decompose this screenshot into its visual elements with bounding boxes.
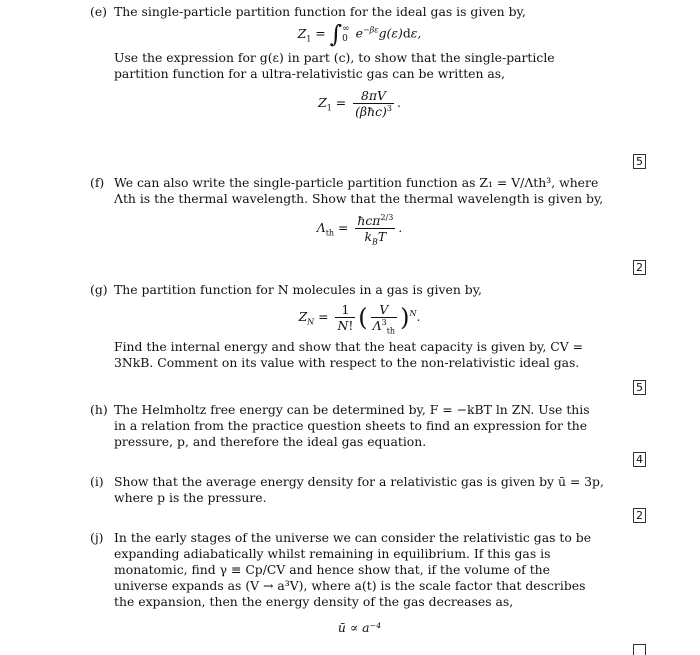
part-e: [90, 4, 605, 125]
part-f-text: We can also write the single-particle partition function as Z₁ = V/Λth³, where Λth is the thermal wavelength. Show that the thermal wavelength is given by,: [114, 175, 604, 206]
part-e-text: Use the expression for g(ε) in part (c), to show that the single-particle partition function for a ultra-relativistic gas can be written as,: [114, 50, 555, 81]
part-g-text-2: Find the internal energy and show that the heat capacity is given by, CV = 3NkB. Comment on its value with respect to the non-relativistic ideal gas.: [114, 339, 584, 370]
part-j-text: In the early stages of the universe we can consider the relativistic gas to be expanding adiabatically whilst remaining in equilibrium. If this gas is monatomic, find γ ≡ Cp/CV and hence show that, if the volume of the universe expands as (V → a³V), where a(t) is the scale factor that describes the expansion, then the energy density of the gas decreases as,: [114, 530, 592, 609]
part-f-label: (f): [90, 175, 105, 190]
part-f-equation: $\Lambda_{th}$ = $\frac{ħc\pi^{2/3}}{k_BT}$ .: [316, 212, 403, 247]
part-j-marks-box-cut: [633, 644, 646, 655]
part-g: [90, 282, 605, 371]
part-j-equation: ū ∝ a⁻⁴: [337, 620, 382, 635]
part-f: [90, 175, 605, 250]
part-h: [90, 402, 605, 450]
part-h-label: (h): [90, 402, 108, 417]
part-i-text: Show that the average energy density for a relativistic gas is given by ū = 3p, where p is the pressure.: [114, 474, 604, 505]
part-e-intro: The single-particle partition function for the ideal gas is given by,: [114, 4, 526, 19]
part-i-label: (i): [90, 474, 104, 489]
part-e-marks: 5: [633, 154, 646, 169]
part-g-equation: $Z_N$ = $\frac{1}{N!}$ ( $\frac{V}{\Lambda^3_{th}}$ )$^N$.: [298, 302, 421, 336]
part-f-marks: 2: [633, 260, 646, 275]
part-i: [90, 474, 605, 506]
part-g-label: (g): [90, 282, 108, 297]
part-e-equation-2: $Z_1$ = $\frac{8\pi V}{(\beta ħc)^3}$ .: [318, 88, 401, 119]
part-g-text: The partition function for N molecules in a gas is given by,: [114, 282, 482, 297]
part-j-label: (j): [90, 530, 104, 545]
part-e-label: (e): [90, 4, 108, 19]
part-h-text: The Helmholtz free energy can be determined by, F = −kBT ln ZN. Use this in a relation from the practice question sheets to find an expression for the pressure, p, and therefore the ideal gas equation.: [114, 402, 590, 449]
part-j: [90, 530, 605, 642]
part-h-marks: 4: [633, 452, 646, 467]
part-g-marks: 5: [633, 380, 646, 395]
part-i-marks: 2: [633, 508, 646, 523]
part-e-equation-1: $Z_1$ = ∫ ∞ 0 $e^{-\beta\varepsilon}g(\varepsilon)d\varepsilon$,: [297, 20, 422, 48]
